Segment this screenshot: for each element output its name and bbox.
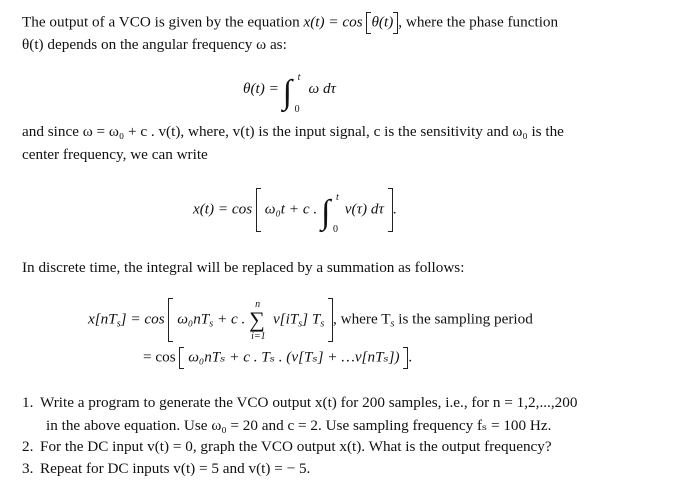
integral-sign-2: ∫ [320,194,331,232]
eq3-lhs-end: ] = cos [120,310,165,328]
eq3-sum-body: v[iT [272,310,299,328]
para1-text-a: The output of a VCO is given by the equation [22,13,304,31]
eq3-after: , where T [333,310,391,328]
item-3-text: Repeat for DC inputs v(t) = 5 and v(t) = − 5. [40,460,311,477]
eq4-text: = cos [143,348,176,366]
equation-theta [243,72,336,126]
item-3-number: 3. [22,460,34,477]
para2-line1: and since ω = ω₀ + c . v(t), where, v(t) is the input signal, c is the sensitivity and ω₀ is the [22,123,564,140]
eq2-left-bracket [256,188,261,232]
item-2-text: For the DC input v(t) = 0, graph the VCO output x(t). What is the output frequency? [40,438,552,455]
eq3-sum-body-mid: ] T [302,310,321,328]
para1-line2: θ(t) depends on the angular frequency ω as: [22,36,287,53]
eq3-left-bracket [168,298,173,342]
eq2-body: v(τ) dτ [344,200,384,218]
eq3-lhs-sub: s [116,318,121,330]
equation-expanded [143,347,412,369]
eq2-end: . [392,200,397,218]
para3-line1: In discrete time, the integral will be replaced by a summation as follows: [22,259,465,276]
equation-xt [193,188,396,234]
eq1-lower-limit: 0 [294,104,300,115]
eq4-left-bracket [179,347,184,369]
eq3-sum-body-sub2: s [320,318,325,330]
eq1-lhs: θ(t) = [243,80,279,97]
eq2-part1: ω₀t + c . [264,200,318,218]
item-3 [22,460,310,478]
sigma-sign: ∑ [249,307,265,333]
equation-discrete [88,298,533,346]
eq3-part1-sub: s [209,318,214,330]
item-2 [22,438,552,456]
item-1-line2: in the above equation. Use ω₀ = 20 and c = 2. Use sampling frequency fₛ = 100 Hz. [46,417,552,434]
eq4-body: ω₀nTₛ + c . Tₛ . (v[Tₛ] + …v[nTₛ]) [188,348,400,366]
item-1-line1 [22,394,577,412]
eq2-integral [320,192,341,236]
eq2-lhs: x(t) = cos [193,200,253,218]
item-1-text: Write a program to generate the VCO output x(t) for 200 samples, i.e., for n = 1,2,...,200 [40,394,578,411]
eq3-part1: ω₀nT [177,310,210,328]
eq3-sum-bottom: i=1 [251,331,266,343]
eq3-after-sub: s [390,318,395,330]
eq2-upper-limit: t [335,192,339,204]
eq4-end: . [408,348,413,366]
eq3-sum [249,299,269,343]
para1-inner: θ(t) [371,13,394,31]
integral-sign: ∫ [282,74,292,111]
eq3-sum-top: n [255,299,261,311]
eq1-integral [282,72,305,115]
eq3-lhs: x[nT [88,310,117,328]
eq3-part1-end: + c . [213,310,246,328]
eq3-sum-body-sub: s [298,318,303,330]
eq2-lower-limit: 0 [332,224,338,236]
item-2-number: 2. [22,438,34,455]
eq3-after-end: is the sampling period [394,310,533,328]
eq1-upper-limit: t [297,72,301,83]
para1-eq: x(t) = cos [303,13,363,31]
para1-line1 [22,12,558,34]
item-1-number: 1. [22,394,34,411]
para2-line2: center frequency, we can write [22,146,208,163]
eq1-body: ω dτ [308,80,336,97]
para1-text-b: , where the phase function [398,13,559,31]
